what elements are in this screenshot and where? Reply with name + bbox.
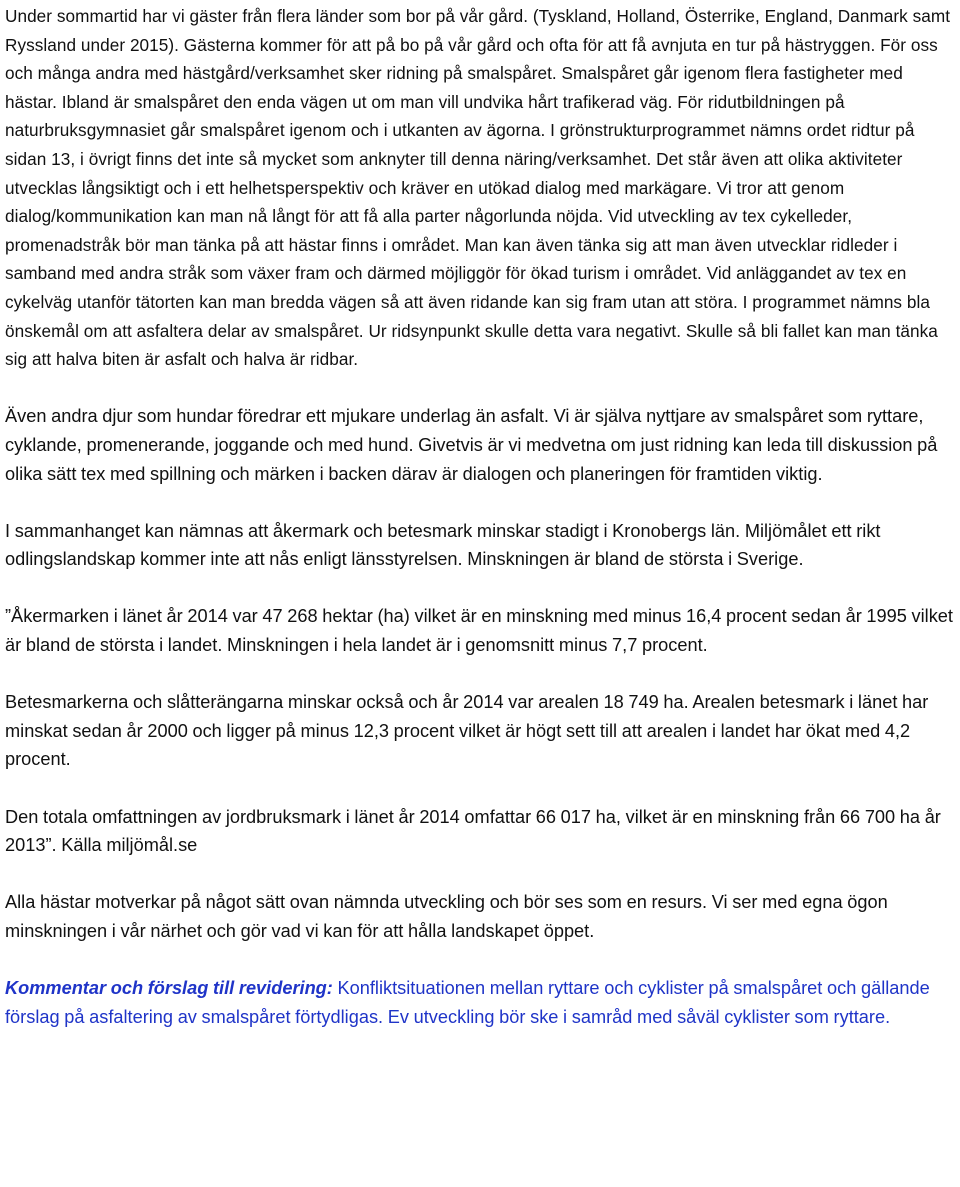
revision-comment-text: Konfliktsituationen mellan ryttare och cyklister på smalspåret och gällande förslag på asfaltering av smalspåret förtydligas. Ev utveckling bör ske i samråd med såväl cyklister som ryttare. bbox=[5, 978, 930, 1027]
paragraph-gap bbox=[5, 488, 957, 517]
paragraph-gap bbox=[5, 574, 957, 603]
paragraph-gap bbox=[5, 946, 957, 975]
paragraph-gap bbox=[5, 660, 957, 689]
paragraph-gap bbox=[5, 374, 957, 403]
paragraph-arable-land-quote: ”Åkermarken i länet år 2014 var 47 268 hektar (ha) vilket är en minskning med minus 16,4 procent sedan år 1995 vilket är bland de största i landet. Minskningen i hela landet är i genomsnitt minus 7,7 procent. bbox=[5, 606, 953, 656]
paragraph-guests-and-riding: Under sommartid har vi gäster från flera länder som bor på vår gård. (Tyskland, Holland, Österrike, England, Danmark samt Ryssland under 2015). Gästerna kommer för att på bo på vår gård och ofta för att få avnjuta en tur på hästryggen. För oss och många andra med hästgård/verksamhet sker ridning på smalspåret. Smalspåret går igenom flera fastigheter med hästar. Ibland är smalspåret den enda vägen ut om man vill undvika hårt trafikerad väg. För ridutbildningen på naturbruksgymnasiet går smalspåret igenom och i utkanten av ägorna. I grönstrukturprogrammet nämns ordet ridtur på sidan 13, i övrigt finns det inte så mycket som anknyter till denna näring/verksamhet. Det står även att olika aktiviteter utvecklas långsiktigt och i ett helhetsperspektiv och kräver en utökad dialog med markägare. Vi tror att genom dialog/kommunikation kan man nå långt för att få alla parter någorlunda nöjda. Vid utveckling av tex cykelleder, promenadstråk bör man tänka på att hästar finns i området. Man kan även tänka sig att man även utvecklar ridleder i samband med andra stråk som växer fram och därmed möjliggör för ökad turism i området. Vid anläggandet av tex en cykelväg utanför tätorten kan man bredda vägen så att även ridande kan sig fram utan att störa. I programmet nämns bla önskemål om att asfaltera delar av smalspåret. Ur ridsynpunkt skulle detta vara negativt. Skulle så bli fallet kan man tänka sig att halva biten är asfalt och halva är ridbar. bbox=[5, 6, 951, 370]
paragraph-horses-resource: Alla hästar motverkar på något sätt ovan nämnda utveckling och bör ses som en resurs. Vi ser med egna ögon minskningen i vår närhet och gör vad vi kan för att hålla landskapet öppet. bbox=[5, 892, 888, 941]
revision-comment bbox=[5, 974, 957, 1031]
paragraph-total-farmland: Den totala omfattningen av jordbruksmark i länet år 2014 omfattar 66 017 ha, vilket är en minskning från 66 700 ha år 2013”. Källa miljömål.se bbox=[5, 806, 941, 856]
paragraph-farmland-decline: I sammanhanget kan nämnas att åkermark och betesmark minskar stadigt i Kronobergs län. Miljömålet ett rikt odlingslandskap kommer inte att nås enligt länsstyrelsen. Minskningen är bland de största i Sverige. bbox=[5, 520, 881, 570]
paragraph-gap bbox=[5, 774, 957, 803]
paragraph-gap bbox=[5, 860, 957, 889]
paragraph-pasture-land: Betesmarkerna och slåtterängarna minskar också och år 2014 var arealen 18 749 ha. Arealen betesmark i länet har minskat sedan år 2000 och ligger på minus 12,3 procent vilket är högt sett till att arealen i landet har ökat med 4,2 procent. bbox=[5, 692, 929, 770]
document-page bbox=[5, 2, 957, 1031]
revision-comment-label: Kommentar och förslag till revidering: bbox=[5, 978, 333, 999]
paragraph-other-animals: Även andra djur som hundar föredrar ett mjukare underlag än asfalt. Vi är själva nyttjare av smalspåret som ryttare, cyklande, promenerande, joggande och med hund. Givetvis är vi medvetna om just ridning kan leda till diskussion på olika sätt tex med spillning och märken i backen därav är dialogen och planeringen för framtiden viktig. bbox=[5, 406, 938, 484]
